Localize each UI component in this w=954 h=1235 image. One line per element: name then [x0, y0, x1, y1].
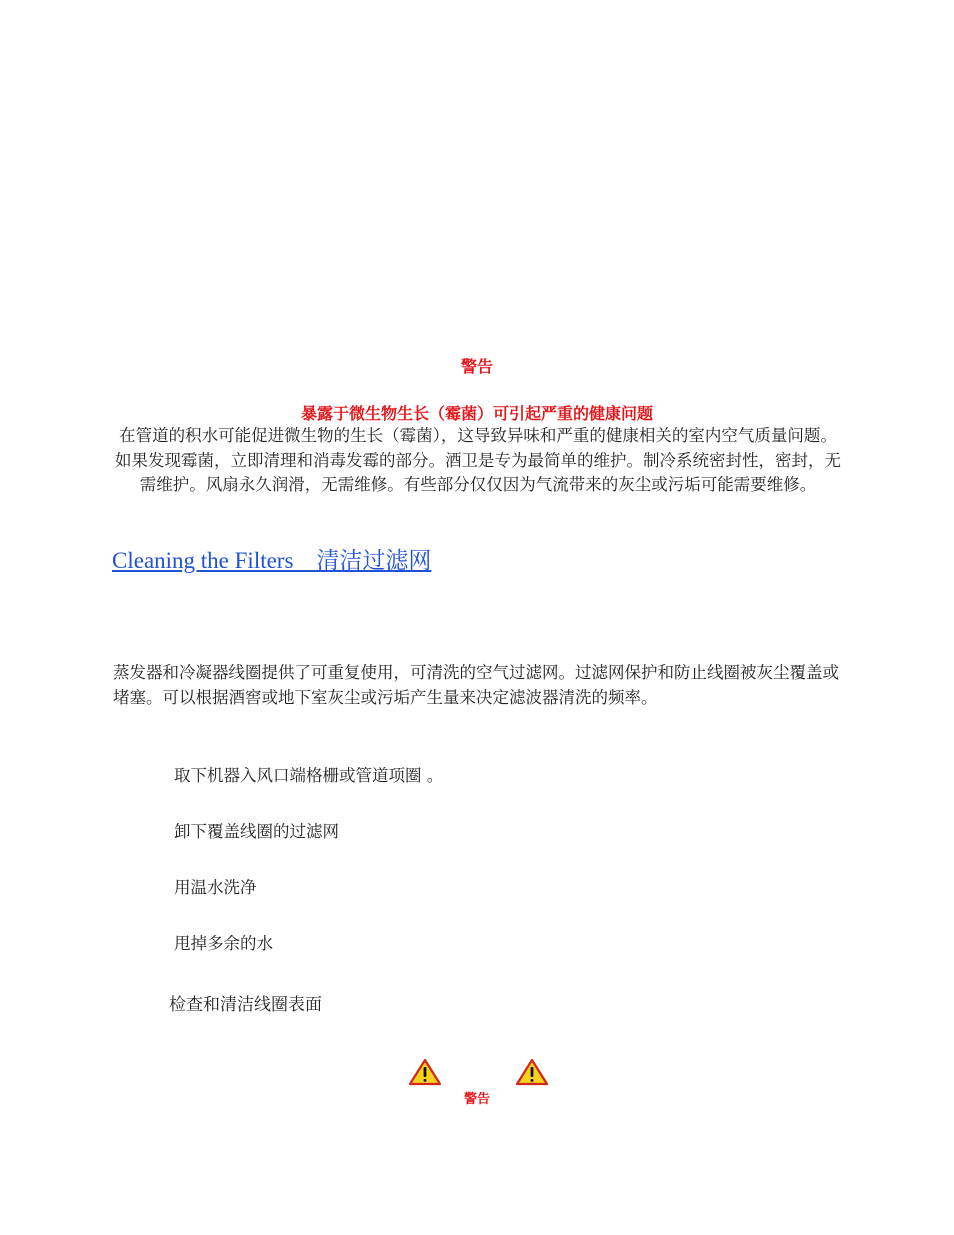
footer-warning-label: 警告 [463, 1092, 490, 1107]
step-5: 检查和清洁线圈表面 [169, 995, 322, 1015]
filter-intro-paragraph: 蒸发器和冷凝器线圈提供了可重复使用，可清洗的空气过滤网。过滤网保护和防止线圈被灰尘覆盖或堵塞。可以根据酒窖或地下室灰尘或污垢产生量来决定滤波器清洗的频率。 [113, 663, 839, 707]
warning-body: 在管道的积水可能促进微生物的生长（霉菌），这导致异味和严重的健康相关的室内空气质量问题。如果发现霉菌，立即清理和消毒发霉的部分。酒卫是专为最简单的维护。制冷系统密封性，密封，无需维护。风扇永久润滑，无需维修。有些部分仅仅因为气流带来的灰尘或污垢可能需要维修。 [115, 426, 841, 494]
step-3: 用温水洗净 [174, 878, 257, 897]
step-4: 甩掉多余的水 [174, 934, 273, 953]
cleaning-filters-link[interactable]: Cleaning the Filters 清洁过滤网 [112, 548, 432, 573]
step-1: 取下机器入风口端格栅或管道项圈 。 [174, 766, 444, 785]
warning-subtitle: 暴露于微生物生长（霉菌）可引起严重的健康问题 [300, 404, 653, 423]
warning-triangle-icon [515, 1058, 549, 1086]
step-2: 卸下覆盖线圈的过滤网 [174, 822, 339, 841]
warning-title: 警告 [460, 357, 493, 376]
warning-triangle-icon [408, 1058, 442, 1086]
